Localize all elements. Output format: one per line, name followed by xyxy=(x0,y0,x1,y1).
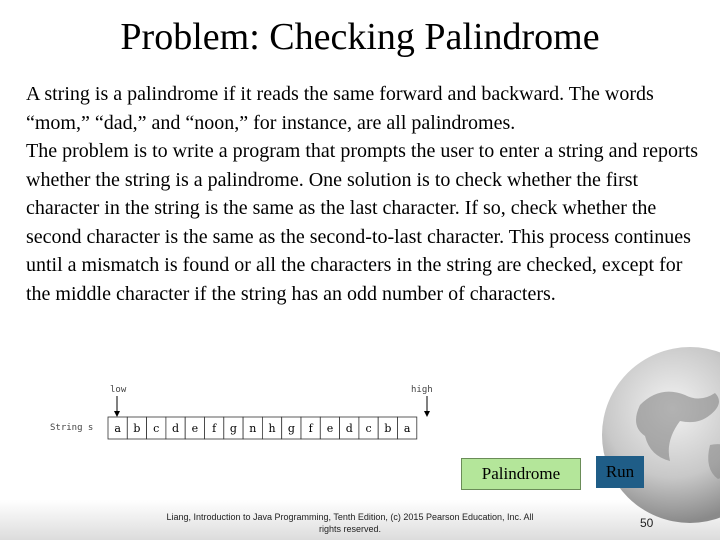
high-label: high xyxy=(411,385,433,395)
palindrome-string-diagram xyxy=(45,380,445,450)
character-cell: d xyxy=(345,422,353,435)
high-arrow-head xyxy=(424,411,430,417)
character-cell: a xyxy=(403,422,411,435)
paragraph-problem: The problem is to write a program that prompts the user to enter a string and reports whether the string is a palindrome. One solution is to check whether the first character in the string is the same as the last character. If so, check whether the second character is the same as the second-to-last character. This process continues until a mismatch is found or all the characters in the string are checked, except for the middle character if the string has an odd number of characters. xyxy=(26,140,699,305)
character-cell: c xyxy=(365,422,372,435)
page-number: 50 xyxy=(640,516,654,530)
character-cell: g xyxy=(287,422,295,435)
character-cell: h xyxy=(268,422,276,435)
character-cell: f xyxy=(308,422,313,435)
palindrome-button[interactable]: Palindrome xyxy=(461,458,581,490)
character-cell: e xyxy=(326,422,334,435)
slide-body xyxy=(26,80,708,308)
citation-line-2: rights reserved. xyxy=(318,524,382,534)
character-cell: b xyxy=(133,422,141,435)
run-button[interactable]: Run xyxy=(596,456,644,488)
character-cell: b xyxy=(384,422,392,435)
character-cells xyxy=(108,417,417,439)
citation-line-1: Liang, Introduction to Java Programming, Tenth Edition, (c) 2015 Pearson Education, Inc. All xyxy=(166,512,534,522)
low-label: low xyxy=(110,385,127,395)
string-label: String s xyxy=(50,423,94,433)
slide-title: Problem: Checking Palindrome xyxy=(120,16,600,58)
character-cell: f xyxy=(212,422,217,435)
character-cell: d xyxy=(172,422,180,435)
character-cell: g xyxy=(229,422,237,435)
character-cell: e xyxy=(191,422,199,435)
globe-decoration-icon xyxy=(600,345,720,525)
character-cell: a xyxy=(114,422,121,435)
paragraph-definition: A string is a palindrome if it reads the same forward and backward. The words “mom,” “dad,” and “noon,” for instance, are all palindromes. xyxy=(26,83,654,134)
character-cell: c xyxy=(153,422,160,435)
citation xyxy=(140,511,560,535)
character-cell: n xyxy=(249,422,257,435)
low-arrow-head xyxy=(114,411,120,417)
